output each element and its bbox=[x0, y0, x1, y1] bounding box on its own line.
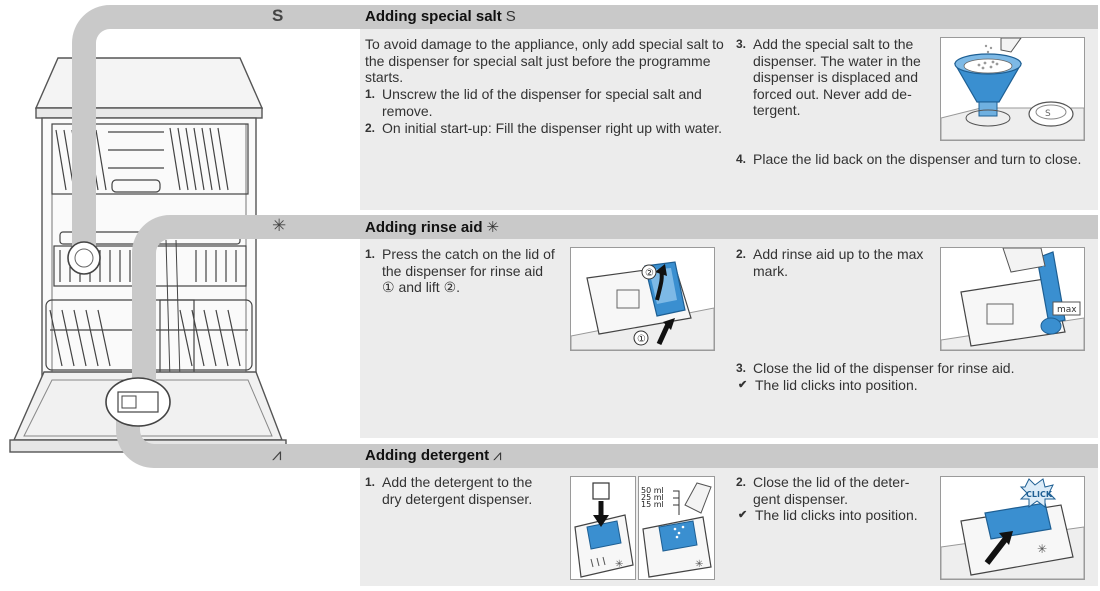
detergent-title: Adding detergent ⩘ bbox=[365, 447, 502, 464]
click-label: CLICK bbox=[1026, 490, 1053, 499]
salt-intro: To avoid damage to the appliance, only add special salt to the dispenser for special salt just before the programme starts. bbox=[365, 36, 724, 86]
detergent-figure-3 bbox=[940, 476, 1085, 580]
svg-text:✳: ✳ bbox=[615, 559, 624, 570]
salt-figure bbox=[940, 37, 1085, 141]
detergent-step-1: 1. Add the detergent to the dry detergent dispenser. bbox=[365, 474, 533, 507]
svg-text:S: S bbox=[1045, 109, 1051, 119]
rinse-step-3: 3. Close the lid of the dispenser for rinse aid. bbox=[736, 360, 1015, 376]
salt-header bbox=[360, 5, 1098, 29]
rinse-max-label: max bbox=[1057, 305, 1077, 315]
salt-step-4: 4. Place the lid back on the dispenser and turn to close. bbox=[736, 151, 1082, 167]
svg-text:✳: ✳ bbox=[695, 559, 704, 570]
salt-step-3: 3. Add the special salt to the dispenser. The water in the dispenser is displaced and forced out. Never add de-tergent. bbox=[736, 36, 921, 119]
salt-step-1: 1. Unscrew the lid of the dispenser for special salt and remove. bbox=[365, 86, 702, 119]
rinse-header bbox=[360, 215, 1098, 239]
svg-text:✳: ✳ bbox=[1037, 542, 1048, 556]
rinse-step-2: 2. Add rinse aid up to the max mark. bbox=[736, 246, 924, 279]
check-icon: ✔ bbox=[738, 379, 748, 391]
detergent-figure-1 bbox=[570, 476, 636, 580]
rinse-step-1: 1. Press the catch on the lid of the dispenser for rinse aid ① and lift ②. bbox=[365, 246, 555, 296]
detergent-50ml-label: 50 ml bbox=[641, 486, 664, 495]
connector-salt-symbol: S bbox=[272, 6, 284, 25]
connector-detergent-symbol: ⩘ bbox=[272, 445, 282, 464]
rinse-figure-2 bbox=[940, 247, 1085, 351]
rinse-symbol-icon: ✳ bbox=[486, 219, 500, 236]
rinse-title: Adding rinse aid ✳ bbox=[365, 219, 500, 236]
rinse-marker-1: ① bbox=[637, 334, 646, 345]
detergent-symbol-icon: ⩘ bbox=[493, 447, 502, 464]
connector-rinse-symbol: ✳ bbox=[272, 216, 287, 235]
detergent-25ml-label: 25 ml bbox=[641, 493, 664, 502]
detergent-15ml-label: 15 ml bbox=[641, 500, 664, 509]
detergent-result: ✔ The lid clicks into position. bbox=[738, 507, 918, 523]
salt-title: Adding special salt S bbox=[365, 8, 516, 25]
salt-step-2: 2. On initial start-up: Fill the dispenser right up with water. bbox=[365, 120, 723, 136]
rinse-marker-2: ② bbox=[645, 268, 654, 279]
check-icon: ✔ bbox=[738, 509, 748, 521]
detergent-step-2: 2. Close the lid of the deter-gent dispenser. bbox=[736, 474, 910, 507]
rinse-result: ✔ The lid clicks into position. bbox=[738, 377, 918, 393]
salt-symbol-icon: S bbox=[505, 8, 516, 25]
detergent-header bbox=[360, 444, 1098, 468]
detergent-figure-2 bbox=[638, 476, 715, 580]
dishwasher-illustration bbox=[0, 0, 360, 470]
rinse-figure-1 bbox=[570, 247, 715, 351]
